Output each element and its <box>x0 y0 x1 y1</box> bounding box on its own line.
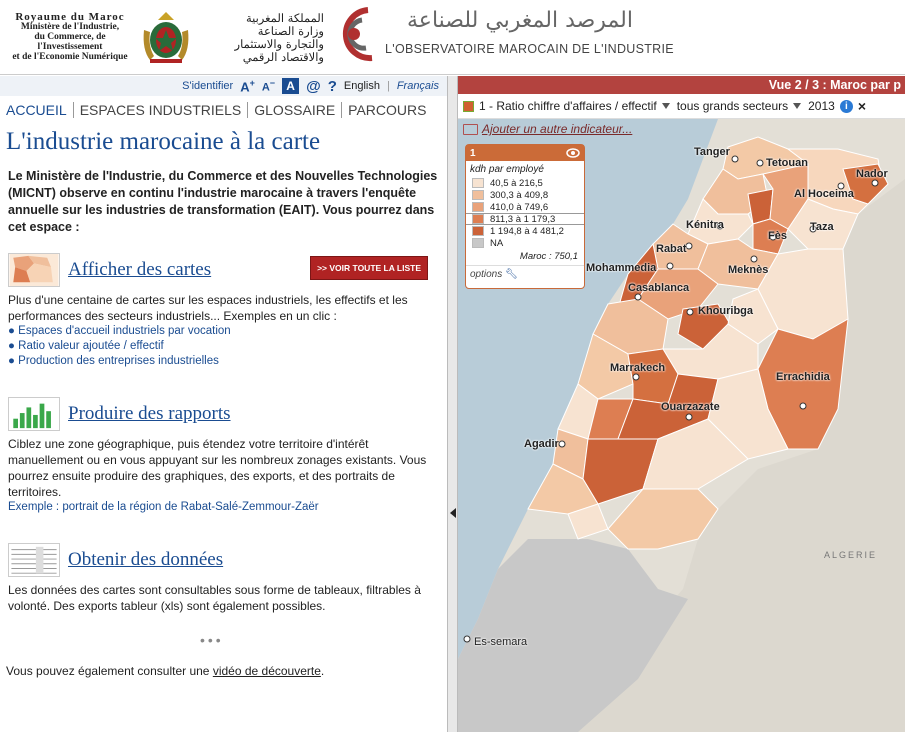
folder-icon <box>463 124 478 135</box>
section-maps <box>8 252 440 369</box>
view-title-bar: Vue 2 / 3 : Maroc par p <box>458 76 905 94</box>
example-link-label: Production des entreprises industrielles <box>18 355 219 367</box>
data-section-link[interactable]: Obtenir des données <box>68 549 224 570</box>
nav-accueil[interactable]: ACCUEIL <box>6 102 67 118</box>
observatory-logo-icon <box>328 2 380 70</box>
accessibility-bar: S'identifier A+ A− A @ ? English | Français <box>0 76 447 96</box>
dropdown-arrow-icon[interactable] <box>793 103 801 109</box>
contrast-button[interactable]: A <box>282 78 299 94</box>
city-label: Ouarzazate <box>661 401 720 413</box>
legend-average: Maroc : 750,1 <box>519 251 578 262</box>
wrench-icon: 🔧︎ <box>505 269 518 280</box>
nav-glossaire[interactable]: GLOSSAIRE <box>247 102 341 118</box>
page-title: L'industrie marocaine à la carte <box>6 128 321 155</box>
legend-class <box>466 201 584 213</box>
observatory-name-ar: المرصد المغربي للصناعة <box>407 8 633 33</box>
info-icon[interactable]: i <box>840 100 853 113</box>
discovery-video-link[interactable]: vidéo de découverte <box>212 664 321 678</box>
carousel-dots[interactable]: ••• <box>200 632 224 648</box>
legend-swatch <box>472 202 484 212</box>
legend-options-link[interactable] <box>466 265 584 283</box>
section-reports <box>8 396 440 515</box>
legend-swatch <box>472 178 484 188</box>
collapse-arrow-icon[interactable] <box>450 508 456 518</box>
maps-section-text: Plus d'une centaine de cartes sur les espaces industriels, les effectifs et les performances des secteurs industriels... Exemples en un clic : <box>8 293 408 323</box>
city-label: Taza <box>810 221 834 233</box>
intro-text: Le Ministère de l'Industrie, du Commerce et des Nouvelles Technologies (MICNT) observe en continu l'industrie marocaine à travers l'enquête annuelle sur les industries de transformation (EAIT). Vous pourrez dans cet espace : <box>8 169 438 234</box>
table-thumbnail-icon[interactable] <box>8 543 60 577</box>
ministry-line-ar: والاقتصاد الرقمي <box>242 50 324 64</box>
ministry-name-fr <box>4 12 136 62</box>
ministry-line-ar: والتجارة والاستثمار <box>234 37 324 51</box>
indicator-label[interactable]: 1 - Ratio chiffre d'affaires / effectif <box>479 99 657 113</box>
left-panel <box>0 76 447 732</box>
help-icon[interactable]: ? <box>327 77 337 95</box>
legend-class <box>466 237 584 249</box>
ministry-line: Royaume du Maroc <box>15 11 125 23</box>
ministry-line: Ministère de l'Industrie, <box>20 22 120 32</box>
country-label: ALGERIE <box>824 550 878 560</box>
legend-class <box>466 189 584 201</box>
legend-class-label: 1 194,8 à 4 481,2 <box>490 225 564 237</box>
year-select[interactable]: 2013 <box>808 99 835 113</box>
map-thumbnail-icon[interactable] <box>8 253 60 287</box>
add-indicator-link[interactable] <box>463 122 632 136</box>
city-label: Fès <box>768 230 787 242</box>
legend-swatch <box>472 238 484 248</box>
nav-parcours[interactable]: PARCOURS <box>341 102 432 118</box>
city-label: Kénitra <box>686 219 724 231</box>
ministry-line: et de l'Economie Numérique <box>12 52 128 62</box>
font-increase-button[interactable]: A+ <box>240 77 255 95</box>
sector-select[interactable]: tous grands secteurs <box>676 99 789 113</box>
city-label: Nador <box>856 168 888 180</box>
coat-of-arms-icon <box>140 10 192 65</box>
map-legend <box>465 144 585 289</box>
city-label: Al Hoceima <box>794 188 854 200</box>
data-section-text: Les données des cartes sont consultables sous forme de tableaux, filtrables à volonté. Des exports tableur (xls) sont également possibles. <box>8 583 421 613</box>
city-label: Tetouan <box>766 157 808 169</box>
close-icon[interactable]: × <box>857 98 867 114</box>
ministry-line-ar: المملكة المغربية <box>245 11 324 25</box>
legend-class <box>466 213 584 225</box>
outro-label: Vous pouvez également consulter une <box>6 664 210 678</box>
legend-number: 1 <box>470 147 476 159</box>
legend-class-label: 811,3 à 1 179,3 <box>490 213 556 225</box>
legend-class-label: 410,0 à 749,6 <box>490 201 549 213</box>
report-example-link[interactable]: Exemple : portrait de la région de Rabat-Salé-Zemmour-Zaër <box>8 501 319 513</box>
legend-options-label: options <box>470 269 503 280</box>
indicator-bar <box>458 94 905 119</box>
font-decrease-label: A <box>261 81 270 94</box>
example-link-label: Espaces d'accueil industriels par vocation <box>18 325 231 337</box>
indicator-color-swatch <box>463 101 474 112</box>
outro-text <box>6 664 324 678</box>
example-link[interactable]: ● Ratio valeur ajoutée / effectif <box>8 340 164 352</box>
city-label: Meknès <box>728 264 769 276</box>
legend-header <box>466 145 584 161</box>
city-label: Marrakech <box>610 362 666 374</box>
example-link[interactable]: ● Espaces d'accueil industriels par vocation <box>8 325 231 337</box>
legend-swatch <box>472 214 484 224</box>
section-data <box>8 542 440 614</box>
panel-splitter[interactable] <box>447 76 458 732</box>
legend-class <box>466 225 584 237</box>
legend-class-label: 40,5 à 216,5 <box>490 177 543 189</box>
legend-unit: kdh par employé <box>470 164 544 175</box>
city-label: Es-semara <box>474 636 528 648</box>
eye-icon[interactable] <box>566 148 580 158</box>
contact-icon[interactable]: @ <box>306 77 321 95</box>
ministry-name-ar <box>196 12 324 64</box>
example-link-label: Ratio valeur ajoutée / effectif <box>18 340 164 352</box>
city-label: Tanger <box>694 146 730 158</box>
site-header <box>0 0 905 75</box>
legend-class-label: NA <box>490 237 504 249</box>
city-label: Khouribga <box>698 305 753 317</box>
add-indicator-label: Ajouter un autre indicateur... <box>482 122 633 136</box>
legend-class <box>466 177 584 189</box>
dropdown-arrow-icon[interactable] <box>662 103 670 109</box>
font-increase-label: A <box>240 79 250 95</box>
main-nav <box>6 102 432 118</box>
example-link[interactable]: ● Production des entreprises industrielles <box>8 355 219 367</box>
observatory-name-fr: L'OBSERVATOIRE MAROCAIN DE L'INDUSTRIE <box>385 42 674 56</box>
lang-french-link[interactable]: Français <box>396 80 439 92</box>
legend-class-label: 300,3 à 409,8 <box>490 189 549 201</box>
ministry-line-ar: وزارة الصناعة <box>257 24 324 38</box>
city-label: Rabat <box>656 243 687 255</box>
nav-espaces-industriels[interactable]: ESPACES INDUSTRIELS <box>73 102 248 118</box>
map-panel <box>458 76 905 732</box>
outro-end: . <box>320 664 325 678</box>
city-label: Errachidia <box>776 371 830 383</box>
see-all-list-button[interactable]: >> VOIR TOUTE LA LISTE <box>310 256 428 280</box>
font-decrease-button[interactable]: A− <box>261 78 276 94</box>
maps-section-link[interactable]: Afficher des cartes <box>68 259 212 280</box>
reports-section-text: Ciblez une zone géographique, puis étendez votre territoire d'intérêt manuellement ou en vous appuyant sur les nombreux zonages existants. Vous pourrez ensuite produire des graphiques, des exports, et des portraits de territoires. <box>8 437 427 499</box>
ministry-line: du Commerce, de l'Investissement <box>34 32 106 52</box>
login-link[interactable]: S'identifier <box>182 80 234 92</box>
city-label: Casablanca <box>628 282 690 294</box>
city-label: Mohammedia <box>586 262 657 274</box>
reports-section-link[interactable]: Produire des rapports <box>68 403 231 424</box>
chart-thumbnail-icon[interactable] <box>8 397 60 431</box>
legend-swatch <box>472 226 484 236</box>
legend-swatch <box>472 190 484 200</box>
city-label: Agadir <box>524 438 559 450</box>
lang-english-link[interactable]: English <box>343 80 380 92</box>
